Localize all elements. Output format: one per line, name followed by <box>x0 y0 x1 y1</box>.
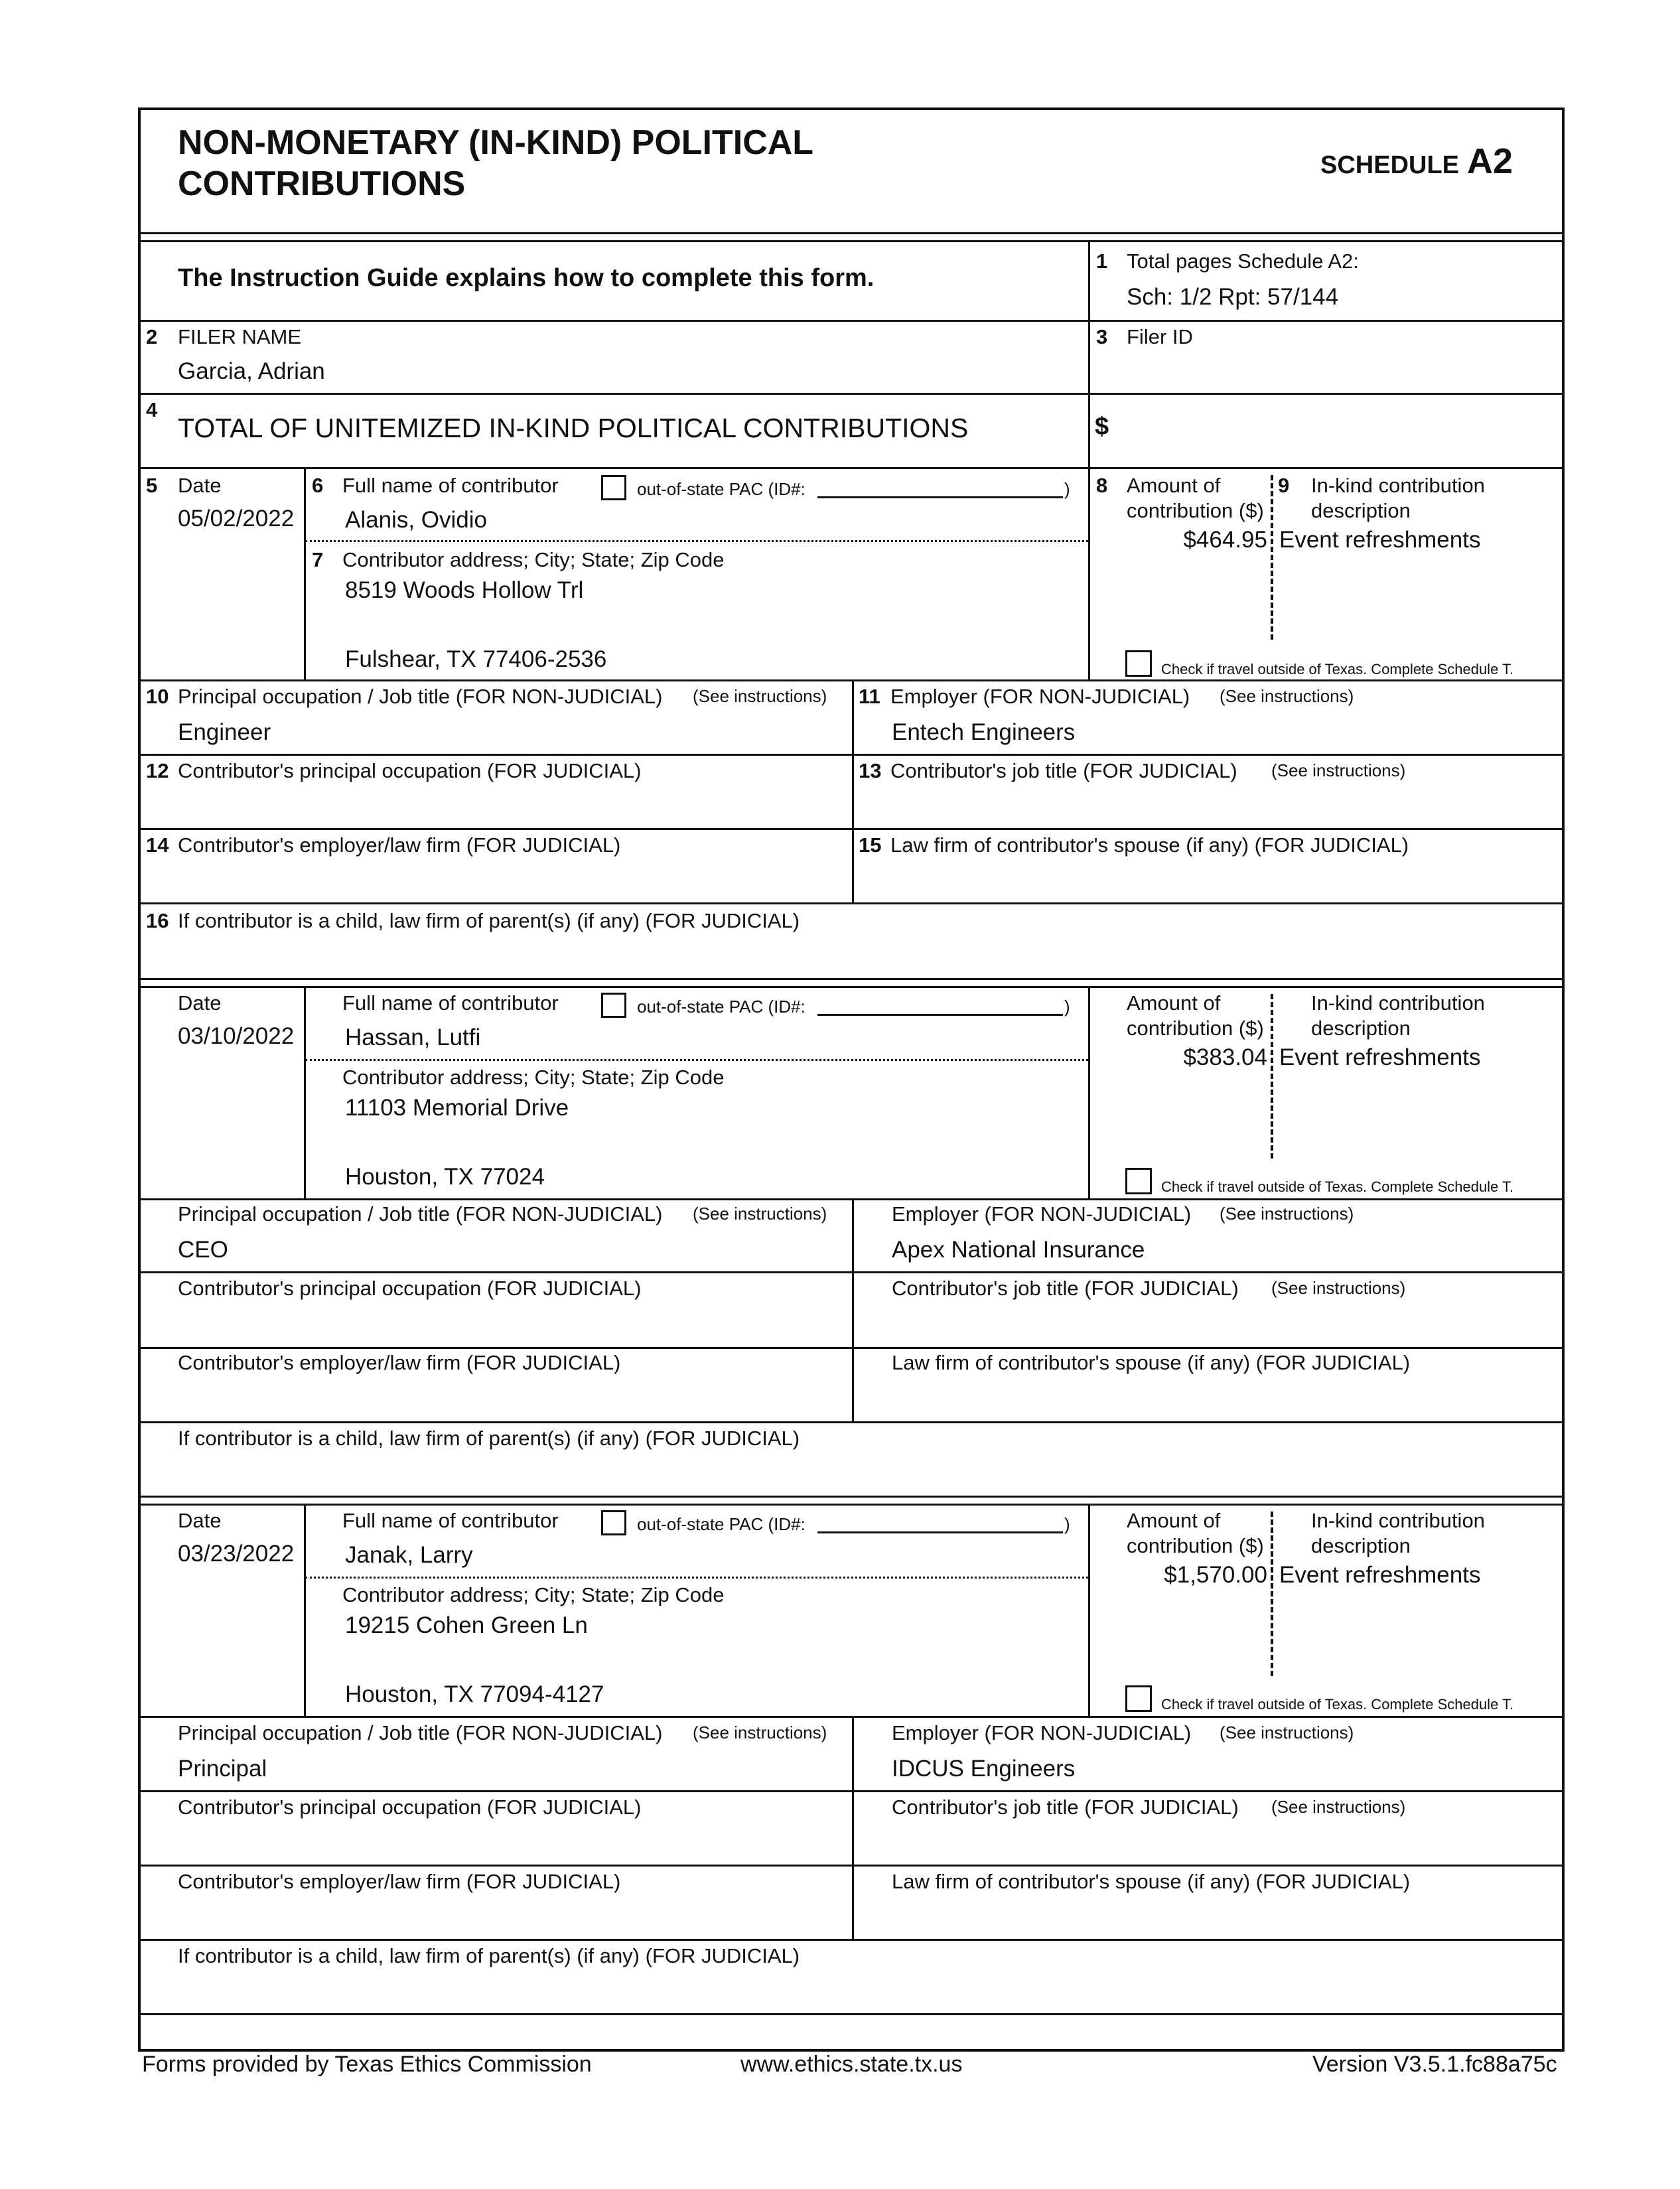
parent-firm-label: If contributor is a child, law firm of parent(s) (if any) (FOR JUDICIAL) <box>178 909 800 932</box>
unitemized-total-currency: $ <box>1095 413 1109 441</box>
header-divider-2 <box>138 240 1565 242</box>
judicial-job-title-label: Contributor's job title (FOR JUDICIAL) <box>890 759 1237 782</box>
employer-see-instructions: (See instructions) <box>1220 1723 1354 1742</box>
field-num-15: 15 <box>859 833 882 857</box>
field-num-8: 8 <box>1096 474 1108 497</box>
travel-checkbox[interactable] <box>1125 1168 1152 1194</box>
occupation-see-instructions: (See instructions) <box>693 1204 827 1224</box>
pac-label: out-of-state PAC (ID#: <box>637 479 805 499</box>
block-separator <box>138 978 1565 980</box>
field-num-12: 12 <box>146 759 169 782</box>
title-line-1: NON-MONETARY (IN-KIND) POLITICAL <box>178 123 814 162</box>
description-label-1: In-kind contribution <box>1311 474 1485 497</box>
amount-desc-divider <box>1271 994 1273 1159</box>
occupation-value: Principal <box>178 1756 267 1782</box>
occupation-see-instructions: (See instructions) <box>693 1723 827 1742</box>
occupation-label: Principal occupation / Job title (FOR NON-JUDICIAL) <box>178 1721 663 1744</box>
description-label-1: In-kind contribution <box>1311 1509 1485 1532</box>
date-value: 03/10/2022 <box>178 1023 295 1049</box>
unitemized-total-label: TOTAL OF UNITEMIZED IN-KIND POLITICAL CONTRIBUTIONS <box>178 413 969 443</box>
amount-label-2: contribution ($) <box>1127 499 1264 522</box>
filer-name-value: Garcia, Adrian <box>178 358 325 384</box>
field-num-2: 2 <box>146 325 158 348</box>
row-line <box>138 467 1565 469</box>
name-address-divider <box>305 540 1088 542</box>
occupation-col-divider <box>852 1198 854 1423</box>
row-line <box>138 754 1565 756</box>
header-divider <box>138 232 1565 234</box>
address-line-1: 8519 Woods Hollow Trl <box>345 577 584 603</box>
pac-id-line <box>817 496 1063 498</box>
occupation-see-instructions: (See instructions) <box>693 686 827 706</box>
judicial-employer-label: Contributor's employer/law firm (FOR JUDICIAL) <box>178 1870 621 1893</box>
bottom-line <box>138 2013 1565 2015</box>
instruction-text: The Instruction Guide explains how to complete this form. <box>178 264 875 292</box>
address-label: Contributor address; City; State; Zip Code <box>342 548 725 571</box>
amount-col-divider <box>1088 469 1090 680</box>
row-line <box>138 1865 1565 1867</box>
amount-value: $464.95 <box>1183 527 1267 553</box>
filer-id-label: Filer ID <box>1127 325 1193 348</box>
field-num-14: 14 <box>146 833 169 857</box>
description-label-2: description <box>1311 1534 1411 1557</box>
description-label-2: description <box>1311 1017 1411 1040</box>
field-num-1: 1 <box>1096 249 1108 273</box>
out-of-state-pac-checkbox[interactable] <box>601 993 626 1018</box>
row-line <box>138 1347 1565 1349</box>
description-value: Event refreshments <box>1279 1562 1481 1588</box>
pac-close-paren: ) <box>1064 997 1070 1017</box>
spouse-firm-label: Law firm of contributor's spouse (if any) (FOR JUDICIAL) <box>890 833 1409 857</box>
employer-label: Employer (FOR NON-JUDICIAL) <box>892 1202 1192 1226</box>
field-num-13: 13 <box>859 759 882 782</box>
address-label: Contributor address; City; State; Zip Code <box>342 1583 725 1606</box>
row-line <box>138 320 1565 322</box>
row-line <box>138 393 1565 395</box>
footer-website: www.ethics.state.tx.us <box>740 2052 963 2077</box>
full-name-label: Full name of contributor <box>342 1509 559 1532</box>
date-label: Date <box>178 1509 222 1532</box>
parent-firm-label: If contributor is a child, law firm of parent(s) (if any) (FOR JUDICIAL) <box>178 1427 800 1450</box>
pac-label: out-of-state PAC (ID#: <box>637 1514 805 1534</box>
block-separator <box>138 1496 1565 1498</box>
amount-label-1: Amount of <box>1127 1509 1221 1532</box>
address-label: Contributor address; City; State; Zip Code <box>342 1066 725 1089</box>
address-line-1: 19215 Cohen Green Ln <box>345 1612 588 1638</box>
row-line <box>138 1716 1565 1718</box>
employer-value: Entech Engineers <box>892 719 1076 745</box>
date-value: 03/23/2022 <box>178 1541 295 1567</box>
pac-close-paren: ) <box>1064 1514 1070 1534</box>
address-line-2: Houston, TX 77024 <box>345 1164 545 1190</box>
row-line <box>138 1198 1565 1200</box>
block-separator-2 <box>138 986 1565 988</box>
job-title-see-instructions: (See instructions) <box>1271 1278 1406 1298</box>
amount-col-divider <box>1088 988 1090 1199</box>
address-line-1: 11103 Memorial Drive <box>345 1095 569 1121</box>
row-line <box>138 1939 1565 1941</box>
judicial-employer-label: Contributor's employer/law firm (FOR JUDICIAL) <box>178 833 621 857</box>
amount-value: $383.04 <box>1183 1044 1267 1070</box>
total-pages-label: Total pages Schedule A2: <box>1127 249 1359 273</box>
judicial-job-title-label: Contributor's job title (FOR JUDICIAL) <box>892 1277 1239 1300</box>
spouse-firm-label: Law firm of contributor's spouse (if any) (FOR JUDICIAL) <box>892 1870 1411 1893</box>
full-name-label: Full name of contributor <box>342 474 559 497</box>
schedule-word: SCHEDULE <box>1320 151 1460 179</box>
name-address-divider <box>305 1577 1088 1579</box>
field-num-6: 6 <box>312 474 324 497</box>
field-num-5: 5 <box>146 474 158 497</box>
schedule-label <box>1320 141 1513 182</box>
total-pages-value: Sch: 1/2 Rpt: 57/144 <box>1127 284 1339 310</box>
schedule-code: A2 <box>1467 141 1513 181</box>
pac-close-paren: ) <box>1064 479 1070 499</box>
contributor-name-value: Janak, Larry <box>345 1542 473 1568</box>
employer-label: Employer (FOR NON-JUDICIAL) <box>892 1721 1192 1744</box>
amount-label-2: contribution ($) <box>1127 1534 1264 1557</box>
info-col-divider <box>1088 240 1090 469</box>
form-title <box>178 122 813 204</box>
footer-version: Version V3.5.1.fc88a75c <box>1312 2052 1557 2077</box>
occupation-col-divider <box>852 679 854 904</box>
contributor-name-value: Hassan, Lutfi <box>345 1024 481 1050</box>
name-address-divider <box>305 1059 1088 1061</box>
occupation-label: Principal occupation / Job title (FOR NON-JUDICIAL) <box>178 1202 663 1226</box>
amount-label-1: Amount of <box>1127 474 1221 497</box>
date-label: Date <box>178 991 222 1015</box>
field-num-11: 11 <box>859 685 880 708</box>
pac-label: out-of-state PAC (ID#: <box>637 997 805 1017</box>
address-line-2: Fulshear, TX 77406-2536 <box>345 646 607 672</box>
description-value: Event refreshments <box>1279 1044 1481 1070</box>
occupation-col-divider <box>852 1716 854 1940</box>
judicial-occupation-label: Contributor's principal occupation (FOR JUDICIAL) <box>178 759 642 782</box>
job-title-see-instructions: (See instructions) <box>1271 760 1406 780</box>
full-name-label: Full name of contributor <box>342 991 559 1015</box>
amount-label-1: Amount of <box>1127 991 1221 1015</box>
travel-label: Check if travel outside of Texas. Complete Schedule T. <box>1161 1178 1514 1195</box>
employer-see-instructions: (See instructions) <box>1220 686 1354 706</box>
judicial-occupation-label: Contributor's principal occupation (FOR JUDICIAL) <box>178 1796 642 1819</box>
description-label-2: description <box>1311 499 1411 522</box>
out-of-state-pac-checkbox[interactable] <box>601 1510 626 1535</box>
pac-id-line <box>817 1531 1063 1533</box>
field-num-9: 9 <box>1278 474 1290 497</box>
title-line-2: CONTRIBUTIONS <box>178 165 466 203</box>
travel-label: Check if travel outside of Texas. Complete Schedule T. <box>1161 661 1514 677</box>
row-line <box>138 1790 1565 1792</box>
amount-col-divider <box>1088 1506 1090 1717</box>
employer-see-instructions: (See instructions) <box>1220 1204 1354 1224</box>
pac-id-line <box>817 1014 1063 1016</box>
date-col-divider <box>304 1506 306 1717</box>
amount-label-2: contribution ($) <box>1127 1017 1264 1040</box>
out-of-state-pac-checkbox[interactable] <box>601 475 626 500</box>
description-value: Event refreshments <box>1279 527 1481 553</box>
field-num-7: 7 <box>312 548 324 571</box>
block-separator-2 <box>138 1504 1565 1506</box>
field-num-3: 3 <box>1096 325 1108 348</box>
date-col-divider <box>304 469 306 680</box>
job-title-see-instructions: (See instructions) <box>1271 1797 1406 1817</box>
field-num-16: 16 <box>146 909 169 932</box>
row-line <box>138 902 1565 904</box>
occupation-value: CEO <box>178 1237 228 1263</box>
parent-firm-label: If contributor is a child, law firm of parent(s) (if any) (FOR JUDICIAL) <box>178 1944 800 1967</box>
field-num-10: 10 <box>146 685 169 708</box>
employer-value: Apex National Insurance <box>892 1237 1145 1263</box>
judicial-occupation-label: Contributor's principal occupation (FOR JUDICIAL) <box>178 1277 642 1300</box>
row-line <box>138 1271 1565 1273</box>
date-label: Date <box>178 474 222 497</box>
judicial-job-title-label: Contributor's job title (FOR JUDICIAL) <box>892 1796 1239 1819</box>
amount-value: $1,570.00 <box>1164 1562 1267 1588</box>
judicial-employer-label: Contributor's employer/law firm (FOR JUDICIAL) <box>178 1351 621 1374</box>
row-line <box>138 828 1565 830</box>
spouse-firm-label: Law firm of contributor's spouse (if any) (FOR JUDICIAL) <box>892 1351 1411 1374</box>
employer-value: IDCUS Engineers <box>892 1756 1076 1782</box>
date-col-divider <box>304 988 306 1199</box>
field-num-4: 4 <box>146 398 158 421</box>
contributor-name-value: Alanis, Ovidio <box>345 507 487 533</box>
amount-desc-divider <box>1271 475 1273 640</box>
travel-checkbox[interactable] <box>1125 1685 1152 1712</box>
date-value: 05/02/2022 <box>178 506 295 531</box>
occupation-label: Principal occupation / Job title (FOR NON-JUDICIAL) <box>178 685 663 708</box>
travel-checkbox[interactable] <box>1125 650 1152 677</box>
occupation-value: Engineer <box>178 719 271 745</box>
travel-label: Check if travel outside of Texas. Complete Schedule T. <box>1161 1696 1514 1713</box>
description-label-1: In-kind contribution <box>1311 991 1485 1015</box>
amount-desc-divider <box>1271 1512 1273 1676</box>
row-line <box>138 1421 1565 1423</box>
employer-label: Employer (FOR NON-JUDICIAL) <box>890 685 1190 708</box>
footer-provider: Forms provided by Texas Ethics Commission <box>142 2052 592 2077</box>
row-line <box>138 679 1565 681</box>
address-line-2: Houston, TX 77094-4127 <box>345 1681 604 1707</box>
filer-name-label: FILER NAME <box>178 325 302 348</box>
